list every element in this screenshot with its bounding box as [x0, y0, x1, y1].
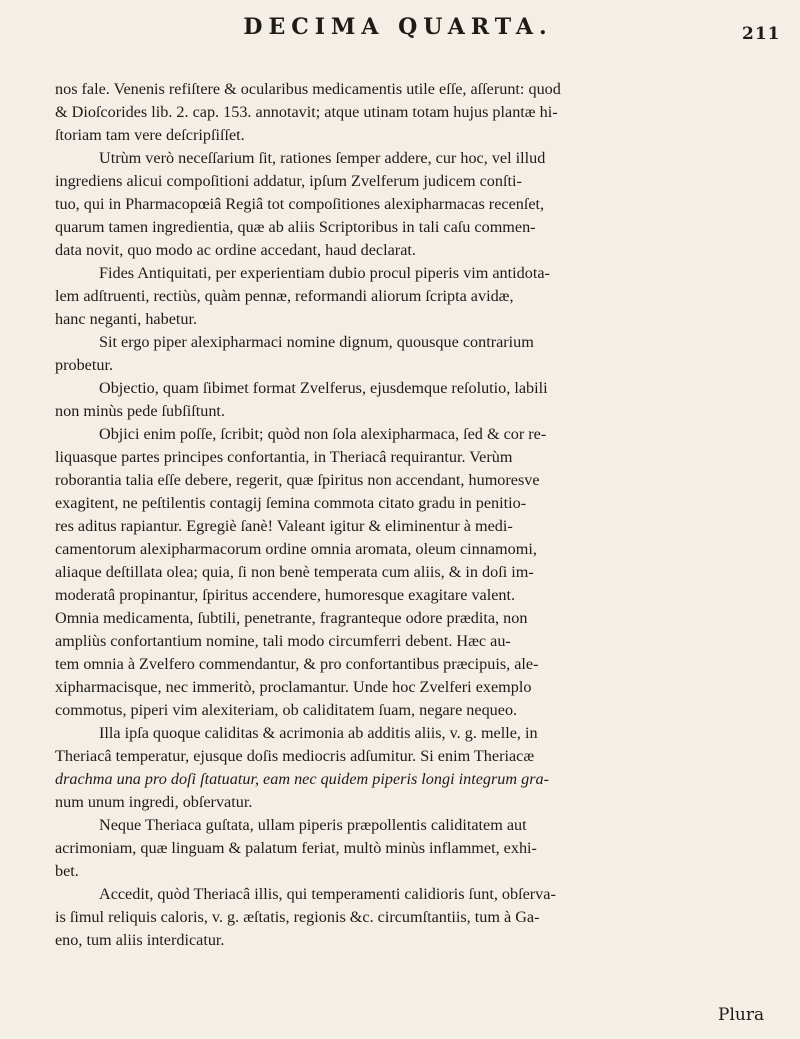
text-line: probetur. [55, 356, 113, 374]
text-line: Theriacâ temperatur, ejusque doſis mediocris adſumitur. Si enim Theriacæ [55, 747, 535, 765]
text-line: hanc neganti, habetur. [55, 310, 198, 328]
text-line: Accedit, quòd Theriacâ illis, qui temperamenti calidioris ſunt, obſerva- [99, 885, 556, 903]
text-line: drachma una pro doſi ſtatuatur, eam nec quidem piperis longi integrum gra- [55, 770, 549, 788]
text-line: Illa ipſa quoque caliditas & acrimonia ab additis aliis, v. g. melle, in [99, 724, 538, 742]
text-line: is ſimul reliquis caloris, v. g. æſtatis, regionis &c. circumſtantiis, tum à Ga- [55, 908, 540, 926]
text-line: Sit ergo piper alexipharmaci nomine dignum, quousque contrarium [99, 333, 534, 351]
text-line: ſtoriam tam vere deſcripſiſſet. [55, 126, 245, 144]
text-line: liquasque partes principes confortantia, in Theriacâ requirantur. Verùm [55, 448, 513, 466]
text-line: Fides Antiquitati, per experientiam dubio procul piperis vim antidota- [99, 264, 550, 282]
catchword: Plura [718, 1005, 765, 1025]
text-line: data novit, quo modo ac ordine accedant, haud declarat. [55, 241, 416, 259]
text-line: moderatâ propinantur, ſpiritus accendere, humoresque exagitare valent. [55, 586, 516, 604]
text-line: non minùs pede ſubſiſtunt. [55, 402, 225, 420]
text-line: exagitent, ne peſtilentis contagij ſemina commota citato gradu in penitio- [55, 494, 527, 512]
text-line: camentorum alexipharmacorum ordine omnia aromata, oleum cinnamomi, [55, 540, 537, 558]
text-line: acrimoniam, quæ linguam & palatum feriat, multò minùs inflammet, exhi- [55, 839, 537, 857]
text-line: ingrediens alicui compoſitioni addatur, ipſum Zvelferum judicem conſti- [55, 172, 522, 190]
text-line: res aditus rapiantur. Egregiè ſanè! Valeant igitur & eliminentur à medi- [55, 517, 513, 535]
text-line: eno, tum aliis interdicatur. [55, 931, 225, 949]
text-line: lem adſtruenti, rectiùs, quàm pennæ, reformandi aliorum ſcripta avidæ, [55, 287, 514, 305]
text-line: & Dioſcorides lib. 2. cap. 153. annotavit; atque utinam totam hujus plantæ hi- [55, 103, 558, 121]
text-line: commotus, piperi vim alexiteriam, ob caliditatem ſuam, negare nequeo. [55, 701, 518, 719]
text-line: nos fale. Venenis refiſtere & ocularibus medicamentis utile eſſe, aſſerunt: quod [55, 80, 561, 98]
text-line: xipharmacisque, nec immeritò, proclamantur. Unde hoc Zvelferi exemplo [55, 678, 532, 696]
text-line: tem omnia à Zvelfero commendantur, & pro confortantibus præcipuis, ale- [55, 655, 539, 673]
text-line: quarum tamen ingredientia, quæ ab aliis Scriptoribus in tali caſu commen- [55, 218, 536, 236]
text-line: bet. [55, 862, 79, 880]
text-line: tuo, qui in Pharmacopœiâ Regiâ tot compoſitiones alexipharmacas recenſet, [55, 195, 545, 213]
text-line: roborantia talia eſſe debere, regerit, quæ ſpiritus non accendant, humoresve [55, 471, 540, 489]
text-line: Utrùm verò neceſſarium ſit, rationes ſemper addere, cur hoc, vel illud [99, 149, 546, 167]
text-line: num unum ingredi, obſervatur. [55, 793, 253, 811]
page-number: 211 [742, 24, 781, 44]
text-line: Objici enim poſſe, ſcribit; quòd non ſola alexipharmaca, ſed & cor re- [99, 425, 547, 443]
text-line: aliaque deſtillata olea; quia, ſi non benè temperata cum aliis, & in doſi im- [55, 563, 534, 581]
text-line: Objectio, quam ſibimet format Zvelferus, ejusdemque reſolutio, labili [99, 379, 548, 397]
running-title: DECIMA QUARTA. [243, 14, 553, 40]
text-line: ampliùs confortantium nomine, tali modo circumferri debent. Hæc au- [55, 632, 511, 650]
body-text [55, 78, 763, 952]
text-line: Omnia medicamenta, ſubtili, penetrante, fragranteque odore prædita, non [55, 609, 528, 627]
text-line: Neque Theriaca guſtata, ullam piperis præpollentis caliditatem aut [99, 816, 527, 834]
